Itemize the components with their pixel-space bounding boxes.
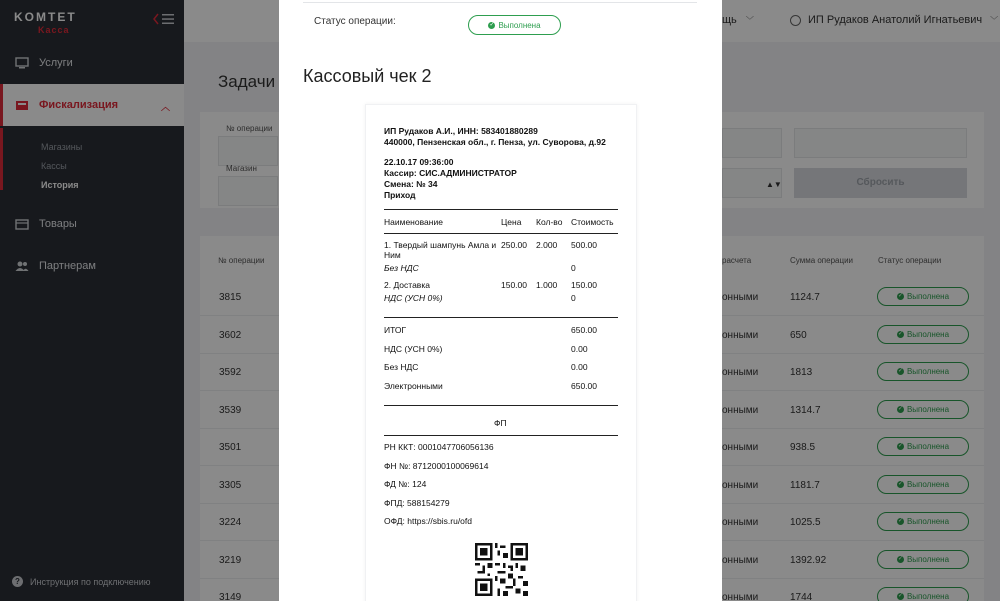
operation-sum-cell: 1124.7 (790, 292, 820, 303)
payment-type-cell: онными (722, 292, 759, 303)
column-header-operation: № операции (218, 256, 265, 265)
reset-button[interactable]: Сбросить (794, 168, 967, 198)
receipt-item-price: 250.00 (501, 240, 527, 250)
receipt-total-label: ИТОГ (384, 325, 407, 335)
receipt-seller: ИП Рудаков А.И., ИНН: 583401880289 (384, 126, 538, 136)
check-circle-icon: ✓ (897, 405, 903, 412)
check-circle-icon: ✓ (897, 293, 903, 299)
shop-label: Магазин (226, 164, 257, 173)
sidebar-subitem-history[interactable]: История (41, 180, 79, 190)
receipt-total-value: 650.00 (571, 325, 597, 335)
receipt-divider (384, 435, 618, 436)
receipt-datetime: 22.10.17 09:36:00 (384, 157, 454, 167)
chevron-down-icon: ﹀ (745, 16, 754, 25)
divider (303, 2, 697, 3)
payment-type-cell: онными (722, 554, 759, 566)
status-badge-label: Выполнена (906, 442, 950, 451)
check-circle-icon: ✓ (897, 518, 903, 524)
payment-type-cell: онными (722, 329, 759, 341)
operation-sum-cell: 1181.7 (790, 479, 820, 491)
status-badge-label: Выполнена (906, 367, 950, 376)
status-badge-label: Выполнена (906, 554, 950, 564)
select-caret-icon: ▲▼ (766, 180, 782, 189)
logo-main: KOMTET (14, 10, 77, 24)
column-header-payment: расчета (722, 256, 752, 265)
operation-sum-cell: 650 (790, 329, 807, 341)
help-link-label: Инструкция по подключению (30, 576, 151, 587)
operation-sum-cell: 1314.7 (790, 404, 821, 416)
operation-number-label: № операции (226, 124, 273, 133)
receipt-total-label: Электронными (384, 381, 443, 391)
operation-id-cell: 3305 (219, 479, 242, 491)
receipt-item-price: 150.00 (501, 280, 527, 290)
receipt-fiscal-line: ОФД: https://sbis.ru/ofd (384, 516, 472, 526)
operation-id-cell: 3224 (219, 517, 242, 528)
receipt-fiscal-line: ФПД: 588154279 (384, 498, 450, 508)
receipt-shift: Смена: № 34 (384, 179, 438, 189)
receipt-col-cost: Стоимость (571, 217, 614, 227)
check-circle-icon: ✓ (897, 593, 903, 599)
user-name: ИП Рудаков Анатолий Игнатьевич (808, 14, 983, 26)
payment-type-cell: онными (722, 479, 759, 491)
check-circle-icon: ✓ (897, 443, 903, 449)
sidebar-item-label: Фискализация (39, 99, 119, 111)
operation-sum-cell: 938.5 (790, 442, 816, 453)
receipt-fiscal-line: РН ККТ: 0001047706056136 (384, 442, 494, 452)
receipt-item-tax: Без НДС (384, 263, 419, 273)
receipt-col-qty: Кол-во (536, 217, 563, 227)
receipt-modal (279, 0, 722, 601)
operation-sum-cell: 1025.5 (790, 517, 821, 528)
status-badge-label: Выполнена (906, 329, 950, 339)
modal-title: Кассовый чек 2 (303, 66, 432, 86)
operation-id-cell: 3602 (219, 329, 242, 341)
chevron-down-icon: ﹀ (990, 15, 999, 25)
receipt-col-price: Цена (501, 217, 522, 227)
receipt-fp-header: ФП (494, 418, 507, 428)
receipt-item-cost: 150.00 (571, 280, 597, 290)
check-circle-icon: ✓ (897, 480, 903, 487)
sidebar-item-label: Партнерам (39, 260, 96, 272)
receipt-type: Приход (384, 190, 416, 200)
column-header-status: Статус операции (878, 256, 942, 265)
check-circle-icon: ✓ (897, 368, 903, 374)
status-badge-label: Выполнена (906, 292, 950, 301)
status-badge-label: Выполнена (498, 20, 541, 30)
logo-sub: Kacca (38, 25, 70, 35)
receipt-divider (384, 209, 618, 210)
receipt-total-value: 0.00 (571, 344, 588, 354)
payment-type-cell: онными (722, 367, 759, 378)
receipt-divider (384, 405, 618, 406)
payment-type-cell: онными (722, 592, 759, 601)
receipt-address: 440000, Пензенская обл., г. Пенза, ул. Суворова, д.92 (384, 137, 606, 147)
operation-id-cell: 3501 (219, 442, 242, 453)
receipt-fiscal-line: ФД №: 124 (384, 479, 427, 489)
operation-id-cell: 3539 (219, 404, 242, 416)
check-circle-icon: ✓ (897, 555, 903, 562)
receipt-item-tax: НДС (УСН 0%) (384, 293, 443, 303)
column-header-sum: Сумма операции (790, 256, 854, 265)
receipt-total-label: Без НДС (384, 362, 419, 372)
receipt-divider (384, 233, 618, 234)
sidebar-subitem-registers[interactable]: Кассы (41, 161, 67, 171)
status-badge (468, 15, 561, 35)
payment-type-cell: онными (722, 442, 759, 453)
status-badge-label: Выполнена (906, 479, 950, 489)
receipt (365, 104, 637, 601)
receipt-item-name: 2. Доставка (384, 280, 430, 290)
receipt-item-name: 1. Твердый шампунь Амла и Ним (384, 240, 497, 260)
help-menu-label: щь (722, 14, 737, 26)
sidebar-item-label: Товары (39, 218, 77, 230)
receipt-col-name: Наименование (384, 217, 443, 227)
check-circle-icon: ✓ (489, 21, 495, 28)
operation-id-cell: 3219 (219, 554, 242, 566)
qr-code-icon (475, 543, 528, 596)
receipt-total-value: 0.00 (571, 362, 588, 372)
check-circle-icon: ✓ (897, 330, 903, 337)
payment-type-cell: онными (722, 517, 759, 528)
receipt-total-value: 650.00 (571, 381, 597, 391)
status-label: Статус операции: (314, 16, 396, 27)
page-title: Задачи (218, 72, 276, 91)
operation-id-cell: 3815 (219, 292, 242, 303)
operation-sum-cell: 1392.92 (790, 554, 827, 566)
receipt-item-cost: 500.00 (571, 240, 597, 250)
operation-id-cell: 3592 (219, 367, 242, 378)
status-badge-label: Выполнена (906, 404, 950, 414)
chevron-up-icon: ︿ (160, 102, 170, 112)
receipt-divider (384, 317, 618, 318)
receipt-total-label: НДС (УСН 0%) (384, 344, 443, 354)
receipt-item-qty: 1.000 (536, 280, 558, 290)
status-badge-label: Выполнена (906, 592, 950, 601)
status-badge-label: Выполнена (906, 517, 950, 526)
question-icon: ? (12, 576, 23, 587)
sidebar-subitem-shops[interactable]: Магазины (41, 142, 83, 152)
sidebar-item-label: Услуги (39, 57, 73, 69)
operation-sum-cell: 1744 (790, 592, 813, 601)
receipt-cashier: Кассир: СИС.АДМИНИСТРАТОР (384, 168, 517, 178)
receipt-item-tax-value: 0 (571, 263, 576, 273)
operation-id-cell: 3149 (219, 592, 242, 601)
receipt-fiscal-line: ФН №: 8712000100069614 (384, 461, 489, 471)
operation-sum-cell: 1813 (790, 367, 813, 378)
receipt-item-tax-value: 0 (571, 293, 576, 303)
payment-type-cell: онными (722, 404, 759, 416)
receipt-item-qty: 2.000 (536, 240, 558, 250)
